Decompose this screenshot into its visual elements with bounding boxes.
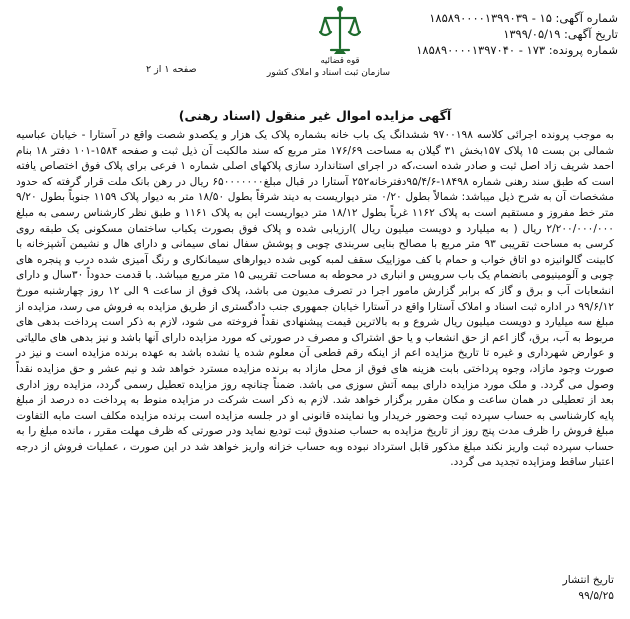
organization-logo <box>266 4 390 86</box>
logo-organization: سازمان ثبت اسناد و املاک کشور <box>266 68 390 78</box>
notice-title: آگهی مزایده اموال غیر منقول (اسناد رهنی) <box>178 108 452 123</box>
logo-name: قوه قضائیه <box>320 56 360 66</box>
page-number: صفحه ۱ از ۲ <box>146 64 197 75</box>
ad-number: شماره آگهی: ۱۵ - ۱۸۵۸۹۰۰۰۰۱۳۹۹۰۳۹ <box>429 11 618 25</box>
notice-body <box>16 128 614 471</box>
case-number: شماره پرونده: ۱۷۳ - ۱۸۵۸۹۰۰۰۰۱۳۹۷۰۴۰ <box>416 43 618 57</box>
scales-of-justice-icon <box>319 4 361 56</box>
publication-date <box>563 573 614 604</box>
publication-date-value: ۹۹/۵/۲۵ <box>578 589 614 602</box>
ad-metadata <box>368 10 618 58</box>
ad-date: تاریخ آگهی: ۱۳۹۹/۰۵/۱۹ <box>503 27 618 41</box>
notice-paragraph: به موجب پرونده اجرائی کلاسه ۹۷۰۰۱۹۸ ششدانگ یک باب خانه بشماره پلاک یک هزار و یکصدو شصت واقع در آستارا - خیابان عباسیه شمالی بن بست ۱۵ پلاک ۱۵۷بخش ۳۱ گیلان به مساحت ۱۷۶/۶۹ متر مربع که سند مالکیت آن ذیل ثبت و صفحه ۱۵۸۴-۱۰۱ دفتر ۱۸ بنام احمد شریف زاد اصل ثبت و صادر شده است،که در اجرای استاندارد سازی پلاکهای اصلی شماره ۱ فرعی برای پلاک فوق اختصاص یافته است که طبق سند رهنی شماره ۱۸۴۹۸-۹۵/۴/۶دفترخانه۲۵۲ آستارا در قبال مبلغ۶۵۰۰۰۰۰۰۰ ریال در رهن بانک ملت قرار گرفته که حدود مشخصات آن به شرح ذیل میباشد: شمالاً بطول ۰/۲۰ متر دیواریست به دیند شرقاً بطول ۱۸/۵۰ متر به دیوار پلاک ۱۱۵۹ جنوباً بطول ۹/۲۰ متر خط مفروز و مستقیم است به پلاک ۱۱۶۲ غرباً بطول ۱۸/۱۲ متر دیواریست این به پلاک ۱۱۶۱ و طبق نظر کارشناس رسمی به مبلغ ۲/۲۰۰/۰۰۰/۰۰۰ ریال ( به میلیارد و دویست میلیون ریال )ارزیابی شده و پلاک فوق بصورت یکباب ساختمان مسکونی یک طبقه روی کرسی به مساحت تقریبی ۹۳ متر مربع با مصالح بنایی سربندی چوبی و پوشش سفال نمای سیمانی و دارای هال و نشیمن آشپزخانه با کابینت گالوانیزه دو اتاق خواب و حمام با کف موزاییک سقف لمبه کوبی شده دیوارهای سیمانکاری و رنگ آمیزی شده درب و پنجره های چوبی و آلومینیومی بانضمام یک باب سرویس و انباری در محوطه به مساحت تقریبی ۱۵ متر مربع میباشد. با قدمت حدوداً ۳۰سال و دارای انشعابات آب و برق و گاز که برابر گزارش مامور اجرا در تصرف مدیون می باشد، پلاک فوق از ساعت ۹ الی ۱۲ روز چهارشنبه مورخ ۹۹/۶/۱۲ در اداره ثبت اسناد و املاک آستارا واقع در آستارا خیابان جمهوری جنب دادگستری از طریق مزایده به فروش می رسد، مزایده از مبلغ سه میلیارد و دویست میلیون ریال شروع و به بالاترین قیمت پیشنهادی نقداً فروخته می شود، لازم به ذکر است پرداخت بدهی های مربوط به آب، برق، گاز اعم از حق انشعاب و یا حق اشتراک و مصرف در صورتی که مورد مزایده دارای آنها باشد و نیز بدهی های مالیاتی و عوارض شهرداری و غیره تا تاریخ مزایده اعم از اینکه رقم قطعی آن معلوم شده یا نشده باشد به عهده برنده مزایده است و نیز در صورت وجود مازاد، وجوه پرداختی بابت هزینه های فوق از محل مازاد به برنده مزایده مسترد خواهد شد و نیم عشر و حق مزایده نقداً وصول می گردد. و ملک مورد مزایده دارای بیمه آتش سوزی می باشد. ضمناً چنانچه روز مزایده تعطیل رسمی گردد، مزایده روز اداری بعد از تعطیلی در همان ساعت و مکان مقرر برگزار خواهد شد. لازم به ذکر است شرکت در مزایده منوط به پرداخت ده درصد از مبلغ پایه کارشناسی به حساب سپرده ثبت وحضور خریدار ویا نماینده قانونی او در جلسه مزایده است برنده مزایده مکلف است مابه التفاوت مبلغ فروش را ظرف مدت پنج روز از تاریخ مزایده به حساب صندوق ثبت تودیع نماید ودر صورتی که ظرف مهلت مقرر ، مانده مبلغ را به حساب سپرده ثبت واریز نکند مبلغ مذکور قابل استرداد نبوده وبه حساب خزانه واریز خواهد شد در این صورت ، عملیات فروش از درجه اعتبار ساقط ومزایده تجدید می گردد. <box>16 129 615 469</box>
publication-date-label: تاریخ انتشار <box>562 574 614 586</box>
